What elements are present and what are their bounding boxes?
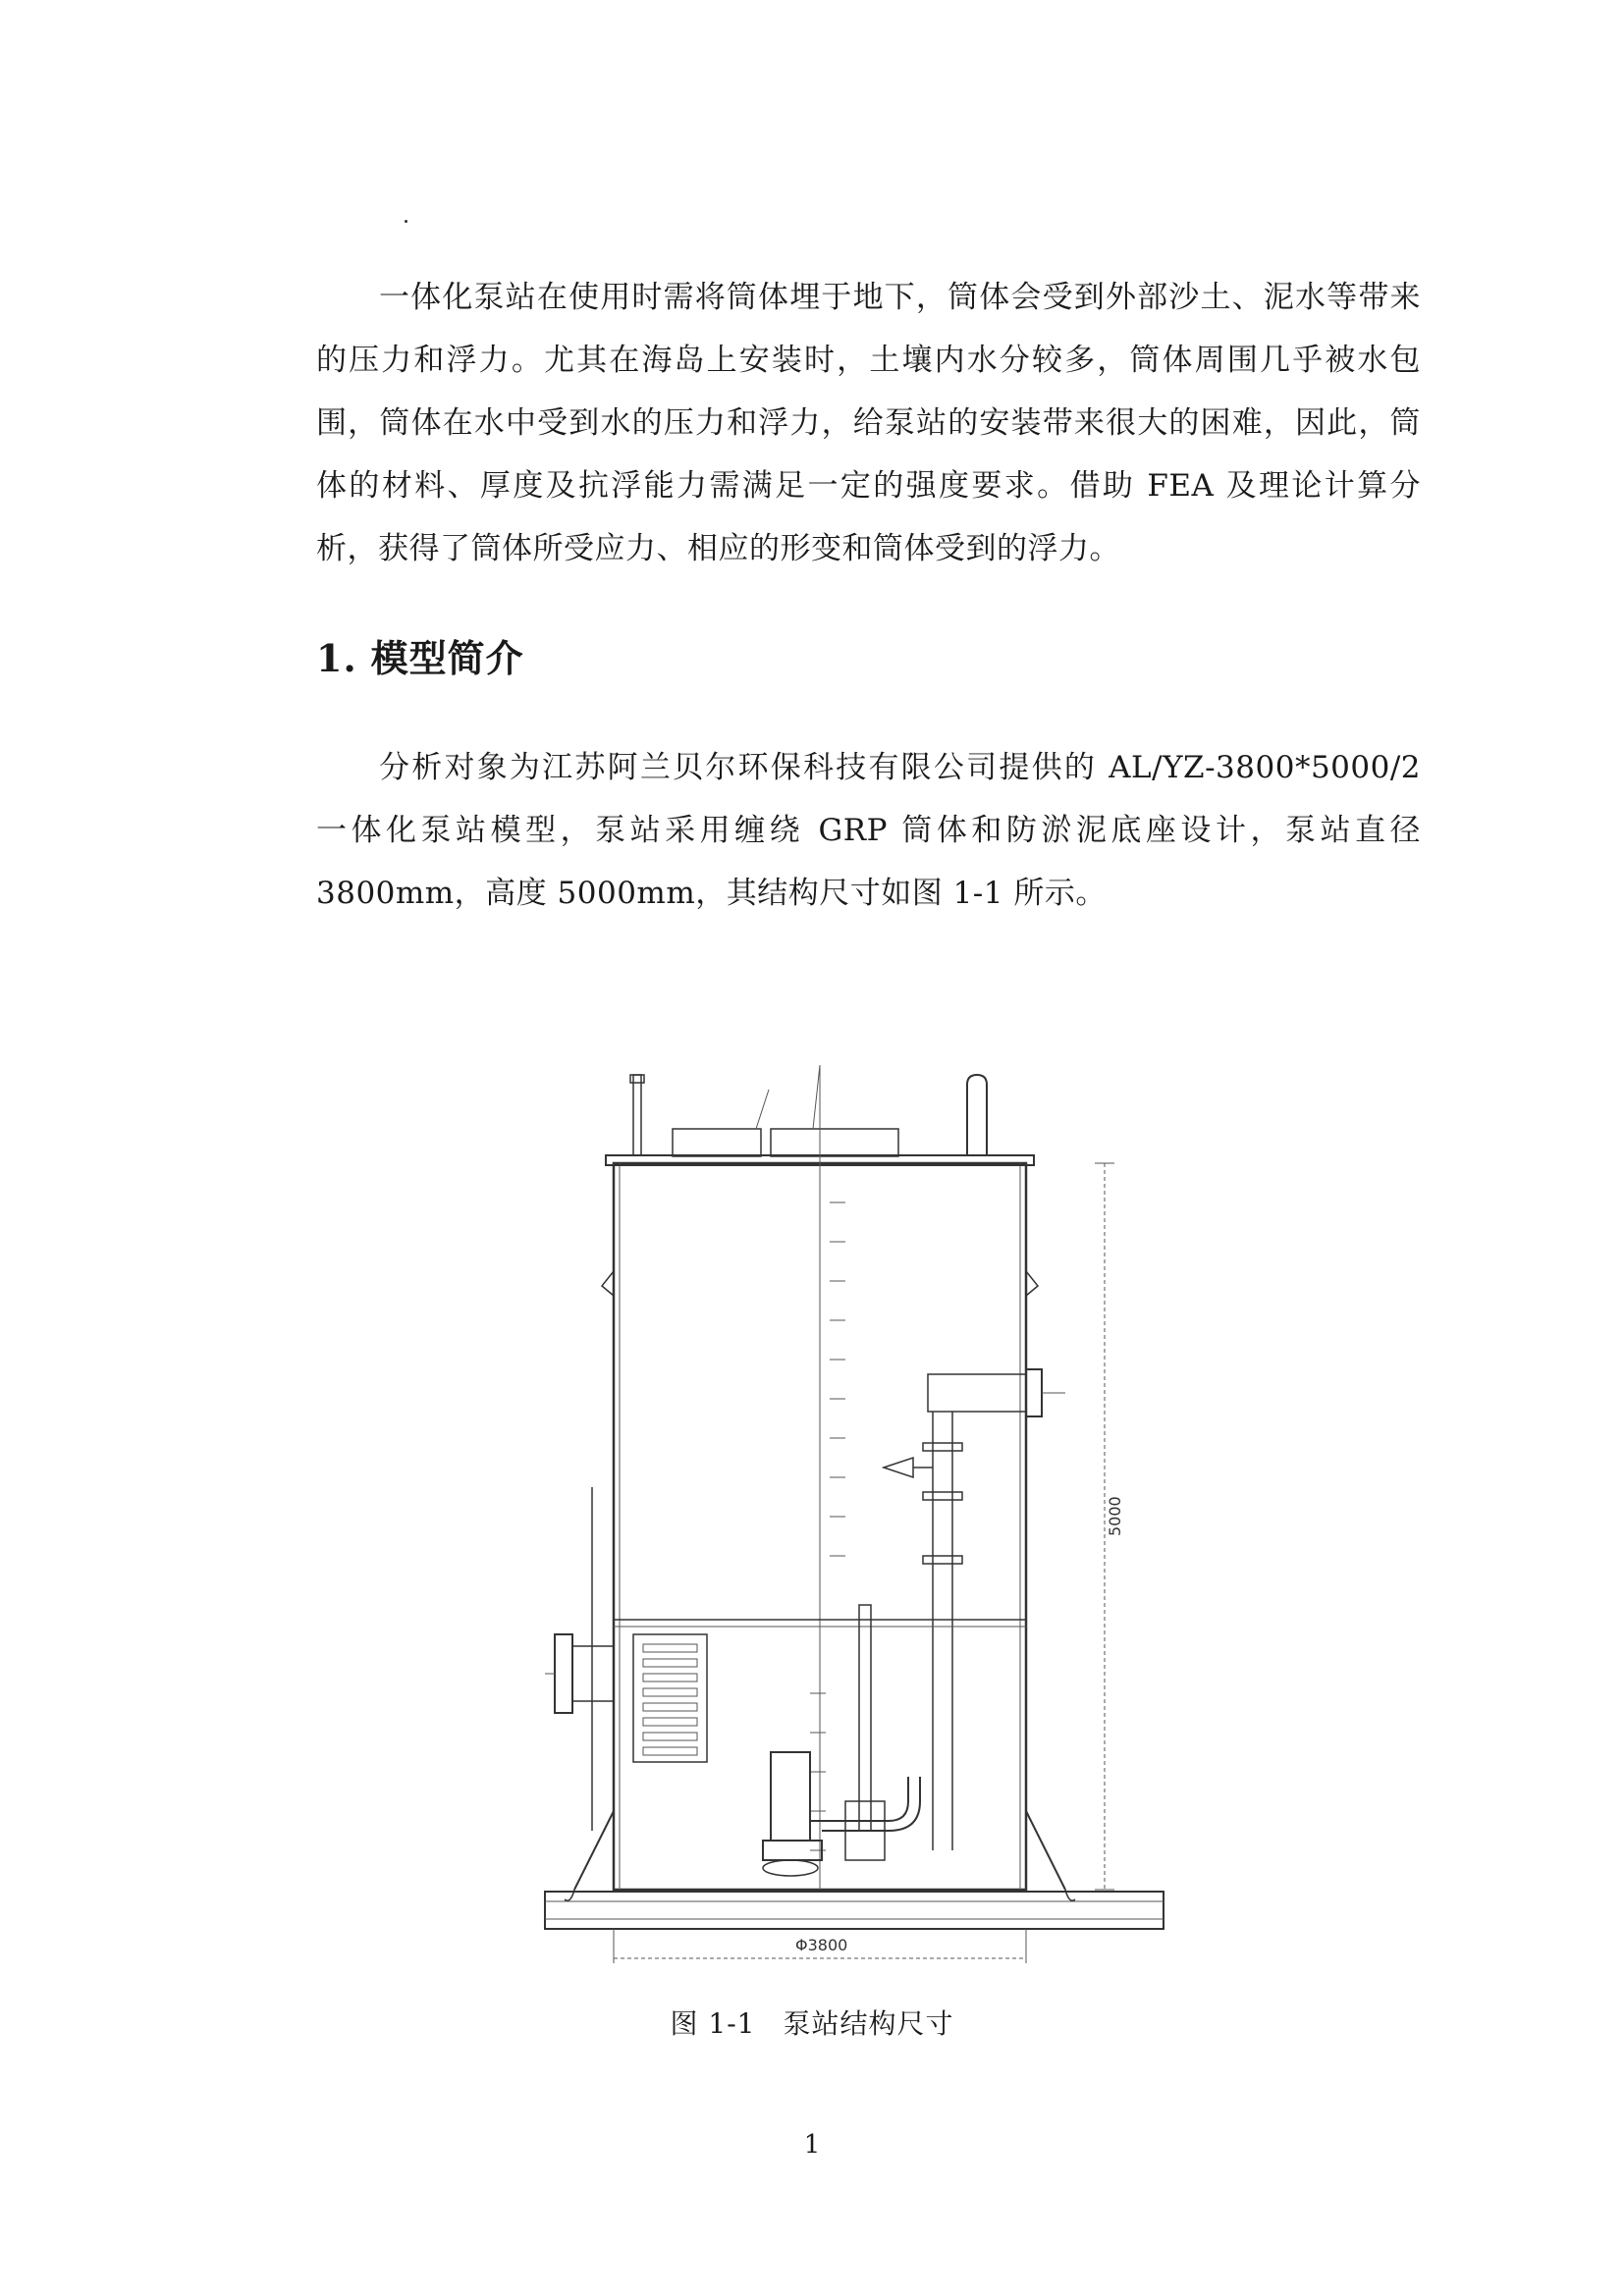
- caption-number: 图 1-1: [670, 2007, 756, 2040]
- discharge-pipe: [859, 1605, 871, 1831]
- base-cone-left: [574, 1811, 614, 1890]
- intro-paragraph: 一体化泵站在使用时需将筒体埋于地下，筒体会受到外部沙土、泥水等带来的压力和浮力。尤其在海岛上安装时，土壤内水分较多，筒体周围几乎被水包围，筒体在水中受到水的压力和浮力，给泵站的安装带来很大的困难，因此，筒体的材料、厚度及抗浮能力需满足一定的强度要求。借助 FEA 及理论计算分析，获得了筒体所受应力、相应的形变和筒体受到的浮力。: [316, 280, 1421, 566]
- inlet-pipe: [572, 1646, 614, 1701]
- scan-speck: [405, 220, 407, 223]
- inlet-flange-outer: [555, 1634, 572, 1713]
- hatch-left: [673, 1129, 761, 1156]
- leader-line-2: [813, 1065, 820, 1129]
- vent-pipe: [633, 1075, 641, 1155]
- outlet-flange: [1026, 1369, 1042, 1416]
- base-cone-right: [1026, 1811, 1065, 1890]
- lug-right: [1026, 1271, 1038, 1296]
- caption-text: 泵站结构尺寸: [783, 2007, 954, 2040]
- ladder: [810, 1065, 845, 1890]
- vent-cap: [630, 1075, 644, 1083]
- lug-left: [602, 1271, 614, 1296]
- pump-station-svg: [535, 1045, 1173, 2007]
- submersible-pump: [763, 1752, 920, 1876]
- screen-basket: [633, 1634, 707, 1762]
- screen-slots: [643, 1644, 697, 1755]
- hatch-right: [771, 1129, 898, 1156]
- leader-line-1: [756, 1090, 769, 1129]
- height-label: 5000: [1106, 1496, 1124, 1536]
- model-paragraph: 分析对象为江苏阿兰贝尔环保科技有限公司提供的 AL/YZ-3800*5000/2 一体化泵站模型，泵站采用缠绕 GRP 筒体和防淤泥底座设计，泵站直径 3800mm，高度 5000mm，其结构尺寸如图 1-1 所示。: [316, 750, 1421, 911]
- base-slab: [545, 1892, 1164, 1929]
- section-title: 模型简介: [370, 636, 524, 680]
- riser-pipe: [884, 1412, 962, 1850]
- height-dimension: [1095, 1163, 1124, 1890]
- diameter-label: Φ3800: [795, 1936, 848, 1954]
- outlet-pipe: [928, 1374, 1026, 1412]
- section-heading: [316, 628, 524, 682]
- diameter-dimension: [614, 1929, 1026, 1963]
- page-number: 1: [803, 2130, 821, 2160]
- pump-station-drawing: [535, 1045, 1173, 2007]
- figure-caption: [0, 2002, 1624, 2042]
- handrail: [967, 1075, 987, 1155]
- section-number: 1.: [316, 636, 357, 680]
